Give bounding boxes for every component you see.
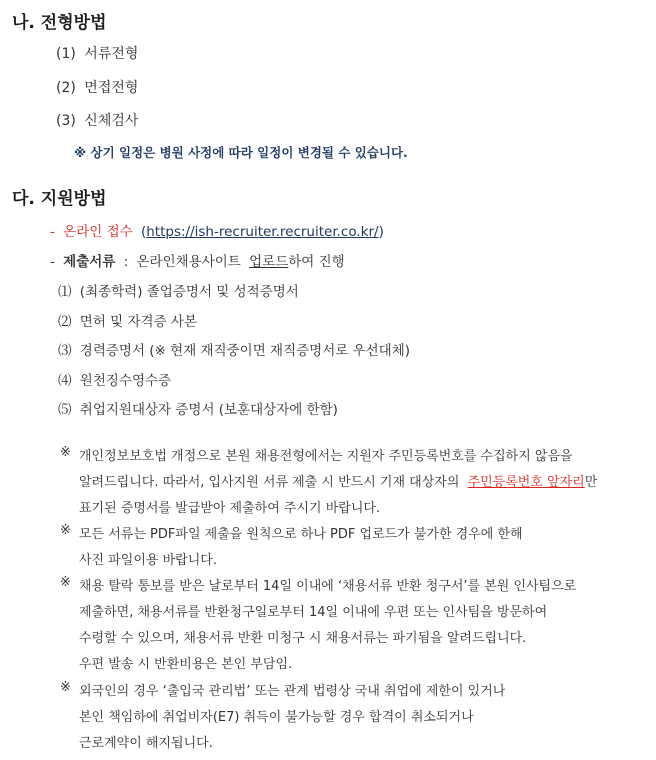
online-apply-line xyxy=(50,220,384,240)
return-note-line-3: 수령할 수 있으며, 채용서류 반환 미청구 시 채용서류는 파기됨을 알려드립니다. xyxy=(79,631,527,646)
doc-item-text: 면허 및 자격증 사본 xyxy=(79,314,197,330)
schedule-note: ※ 상기 일정은 병원 사정에 따라 일정이 변경될 수 있습니다. xyxy=(74,145,408,160)
doc-item-num: ⑸ xyxy=(58,402,72,418)
docs-colon: : xyxy=(123,254,129,270)
docs-label: 제출서류 xyxy=(63,254,116,270)
foreigner-note-line-1: 외국인의 경우 ‘출입국 관리법’ 또는 관계 법령상 국내 취업에 제한이 있거나 xyxy=(79,684,506,699)
doc-item-1 xyxy=(58,280,299,300)
doc-item-num: ⑵ xyxy=(58,314,72,330)
doc-item-text: 경력증명서 (※ 현재 재직중이면 재직증명서로 우선대체) xyxy=(79,343,410,359)
online-paren-close: ) xyxy=(378,224,384,240)
method-item-num: (1) xyxy=(56,46,76,62)
online-dash: - xyxy=(50,224,55,240)
section-heading-method: 나. 전형방법 xyxy=(12,13,107,33)
note-mark: ※ xyxy=(60,575,71,590)
method-item-text: 신체검사 xyxy=(84,113,139,129)
privacy-note-line-2-before: 알려드립니다. 따라서, 입사지원 서류 제출 시 반드시 기재 대상자의 xyxy=(79,475,460,490)
doc-item-text: 취업지원대상자 증명서 (보훈대상자에 한함) xyxy=(79,402,338,418)
method-item-text: 면접전형 xyxy=(84,80,139,96)
docs-text-underlined: 업로드 xyxy=(249,254,289,270)
return-note-line-2: 제출하면, 채용서류를 반환청구일로부터 14일 이내에 우편 또는 인사팀을 방문하여 xyxy=(79,605,548,620)
foreigner-note-line-2: 본인 책임하에 취업비자(E7) 취득이 불가능할 경우 합격이 취소되거나 xyxy=(79,710,474,725)
foreigner-note-line-3: 근로계약이 해지됩니다. xyxy=(79,736,213,751)
pdf-note-line-2: 사진 파일이용 바랍니다. xyxy=(79,553,217,568)
privacy-note-line-3: 표기된 증명서를 발급받아 제출하여 주시기 바랍니다. xyxy=(79,501,381,516)
method-item-3 xyxy=(56,110,138,130)
resident-number-highlight: 주민등록번호 앞자리 xyxy=(467,475,585,490)
return-note-line-1: 채용 탈락 통보를 받은 날로부터 14일 이내에 ‘채용서류 반환 청구서’를 본원 인사팀으로 xyxy=(79,579,577,594)
docs-dash: - xyxy=(50,254,55,270)
doc-item-text: 원천징수영수증 xyxy=(79,373,172,389)
doc-item-num: ⑴ xyxy=(58,284,72,300)
privacy-note-line-2 xyxy=(79,471,597,490)
doc-item-3 xyxy=(58,339,410,359)
method-item-1 xyxy=(56,43,138,63)
method-item-text: 서류전형 xyxy=(84,46,139,62)
doc-item-num: ⑷ xyxy=(58,373,72,389)
method-item-num: (3) xyxy=(56,113,76,129)
note-mark: ※ xyxy=(60,445,71,460)
documents-line xyxy=(50,250,345,270)
note-mark: ※ xyxy=(60,680,71,695)
note-mark: ※ xyxy=(60,523,71,538)
privacy-note-line-1: 개인정보보호법 개정으로 본원 채용전형에서는 지원자 주민등록번호를 수집하지 않음을 xyxy=(79,449,573,464)
doc-item-5 xyxy=(58,398,338,418)
docs-text-after: 하여 진행 xyxy=(288,254,345,270)
doc-item-2 xyxy=(58,310,197,330)
method-item-2 xyxy=(56,77,138,97)
doc-item-4 xyxy=(58,369,171,389)
online-paren-open: ( xyxy=(140,224,147,240)
section-heading-apply: 다. 지원방법 xyxy=(12,189,107,209)
doc-item-num: ⑶ xyxy=(58,343,72,359)
privacy-note-line-2-after: 만 xyxy=(584,475,598,490)
return-note-line-4: 우편 발송 시 반환비용은 본인 부담임. xyxy=(79,657,293,672)
pdf-note-line-1: 모든 서류는 PDF파일 제출을 원칙으로 하나 PDF 업로드가 불가한 경우에 한해 xyxy=(79,527,523,542)
doc-item-text: (최종학력) 졸업증명서 및 성적증명서 xyxy=(79,284,299,300)
online-label: 온라인 접수 xyxy=(63,224,133,240)
docs-text-before: 온라인채용사이트 xyxy=(136,254,241,270)
method-item-num: (2) xyxy=(56,80,76,96)
apply-url-link[interactable]: https://ish-recruiter.recruiter.co.kr/ xyxy=(146,224,379,240)
